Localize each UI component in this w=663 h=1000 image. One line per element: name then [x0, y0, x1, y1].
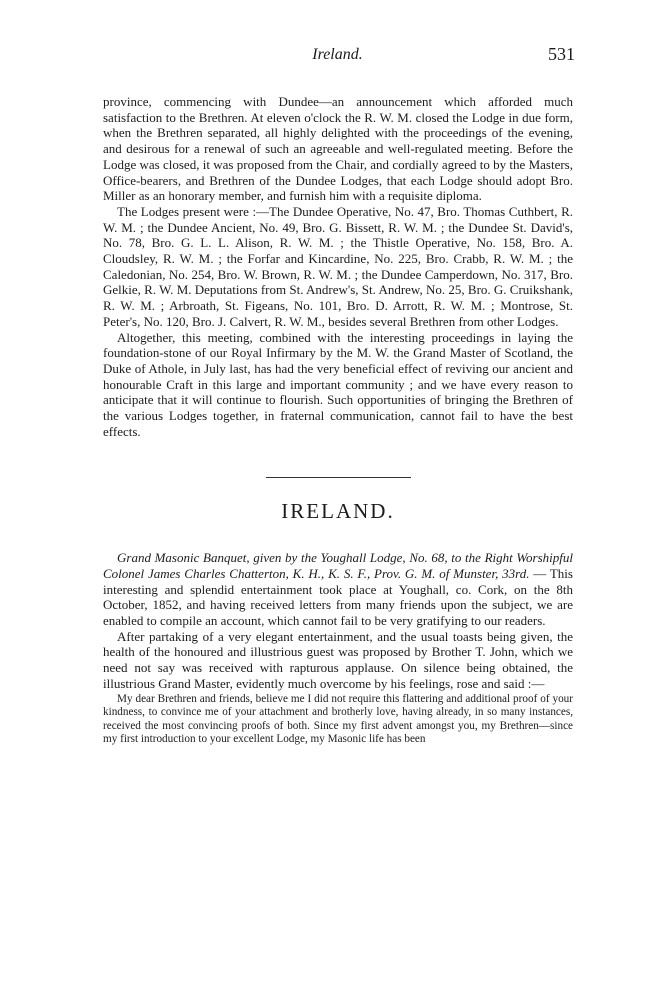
page-header — [100, 46, 575, 70]
paragraph-banquet-intro — [103, 550, 573, 629]
paragraph-after-partaking: After partaking of a very elegant entertainment, and the usual toasts being given, the health of the honoured and illustrious guest was proposed by Brother T. John, which we need not say was received with rapturous applause. On silence being obtained, the illustrious Grand Master, evidently much overcome by his feelings, rose and said :— — [103, 628, 573, 691]
paragraph-continuation: province, commencing with Dundee—an announcement which afforded much satisfaction to the Brethren. At eleven o'clock the R. W. M. closed the Lodge in due form, when the Brethren separated, all highly delighted with the proceedings of the evening, and desirous for a renewal of such an agreeable and well-regulated meeting. Before the Lodge was closed, it was proposed from the Chair, and cordially agreed to by the Masters, Office-bearers, and Brethren of the Dundee Lodges, that each Lodge should adopt Bro. Miller as an honorary member, and furnish him with a requisite diploma. — [103, 94, 573, 204]
banquet-intro-text: — This interesting and splendid entertainment took place at Youghall, co. Cork, on the 8th October, 1852, and having received letters from many friends upon the subject, we are enabled to compile an account, which cannot fail to be very gratifying to our readers. — [103, 565, 573, 628]
section-divider — [266, 477, 411, 478]
speech-text: My dear Brethren and friends, believe me I did not require this flattering and additional proof of your kindness, to convince me of your attachment and brotherly love, having already, in so many instances, received the most convincing proofs of both. Since my first advent amongst you, my Brethren—since my first introduction to your excellent Lodge, my Masonic life has been — [103, 692, 573, 746]
paragraph-lodges-present: The Lodges present were :—The Dundee Operative, No. 47, Bro. Thomas Cuthbert, R. W. M. ; the Dundee Ancient, No. 49, Bro. G. Bissett, R. W. M. ; the Dundee St. David's, No. 78, Bro. G. L. L. Alison, R. W. M. ; the Thistle Operative, No. 158, Bro. A. Cloudsley, R. W. M. ; the Forfar and Kincardine, No. 225, Bro. Crabb, R. W. M. ; the Caledonian, No. 254, Bro. W. Brown, R. W. M. ; the Dundee Camperdown, No. 317, Bro. Gelkie, R. W. M. Deputations from St. Andrew's, St. Andrew, No. 25, Bro. G. Cruikshank, R. W. M. ; Arbroath, St. Figeans, No. 101, Bro. D. Arrott, R. W. M. ; Montrose, St. Peter's, No. 120, Bro. J. Calvert, R. W. M., besides several Brethren from other Lodges. — [103, 203, 573, 329]
banquet-title: Grand Masonic Banquet, given by the Youghall Lodge, No. 68, to the Right Worshipful Colonel James Charles Chatterton, K. H., K. S. F., Prov. G. M. of Munster, 33rd. — [103, 550, 573, 581]
paragraph-altogether: Altogether, this meeting, combined with the interesting proceedings in laying the foundation-stone of our Royal Infirmary by the M. W. the Grand Master of Scotland, the Duke of Athole, in July last, has had the very beneficial effect of reviving our ancient and honourable Craft in this large and important community ; and we have every reason to anticipate that it will continue to flourish. Such opportunities of bringing the Brethren of the various Lodges together, in fraternal communication, cannot fail to have the best effects. — [103, 329, 573, 439]
page-number: 531 — [548, 44, 575, 64]
section-heading: IRELAND. — [281, 499, 395, 524]
running-title: Ireland. — [312, 46, 363, 63]
speech-block — [103, 693, 573, 747]
body-text — [103, 94, 573, 747]
